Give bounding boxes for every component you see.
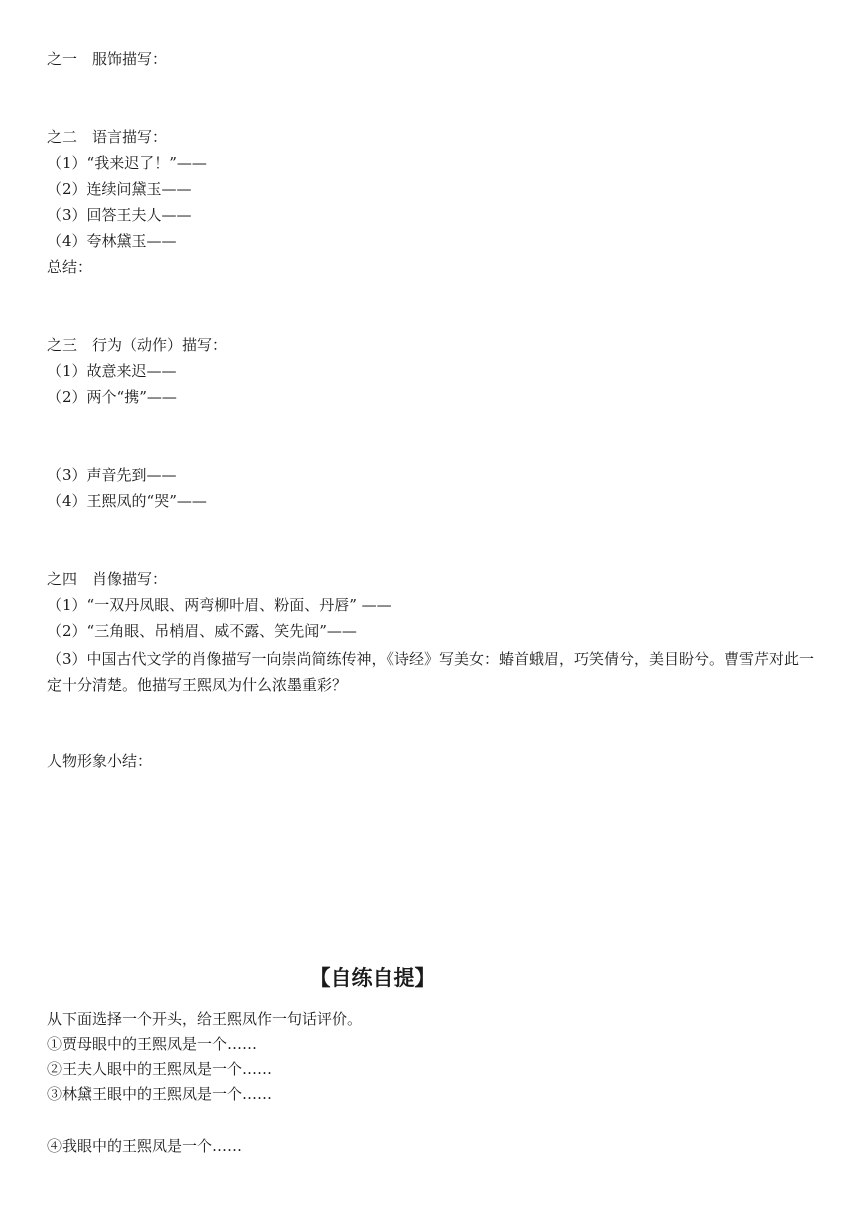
practice-option: ④我眼中的王熙凤是一个…… [47, 1137, 243, 1155]
practice-option: ①贾母眼中的王熙凤是一个…… [47, 1035, 258, 1053]
section-2-item: （4）夸林黛玉—— [47, 232, 177, 250]
section-4-item: （1）“一双丹凤眼、两弯柳叶眉、粉面、丹唇” —— [47, 596, 392, 614]
section-2-item: （2）连续问黛玉—— [47, 180, 192, 198]
section-2-title: 之二 语言描写： [47, 128, 168, 146]
practice-intro: 从下面选择一个开头，给王熙凤作一句话评价。 [47, 1010, 363, 1028]
section-3-title: 之三 行为（动作）描写： [47, 336, 228, 354]
section-3-item: （3）声音先到—— [47, 466, 177, 484]
section-3-item: （4）王熙凤的“哭”—— [47, 492, 207, 510]
section-2-item: （1）“我来迟了！”—— [47, 154, 207, 172]
section-4-question: （3）中国古代文学的肖像描写一向崇尚简练传神，《诗经》写美女：蝽首蛾眉，巧笑倩兮，美目盼兮。曹雪芹对此一定十分清楚。他描写王熙凤为什么浓墨重彩？ [47, 650, 815, 694]
section-2-item: （3）回答王夫人—— [47, 206, 192, 224]
section-4-title: 之四 肖像描写： [47, 570, 168, 588]
practice-option: ③林黛王眼中的王熙凤是一个…… [47, 1085, 273, 1103]
section-3-item: （1）故意来迟—— [47, 362, 177, 380]
practice-option: ②王夫人眼中的王熙凤是一个…… [47, 1060, 273, 1078]
section-4-item: （2）“三角眼、吊梢眉、威不露、笑先闻”—— [47, 622, 357, 640]
section-1-title: 之一 服饰描写： [47, 50, 168, 68]
practice-heading: 【自练自提】 [309, 966, 436, 990]
section-3-item: （2）两个“携”—— [47, 388, 177, 406]
character-summary-label: 人物形象小结： [47, 752, 153, 770]
section-2-summary-label: 总结： [47, 258, 93, 276]
